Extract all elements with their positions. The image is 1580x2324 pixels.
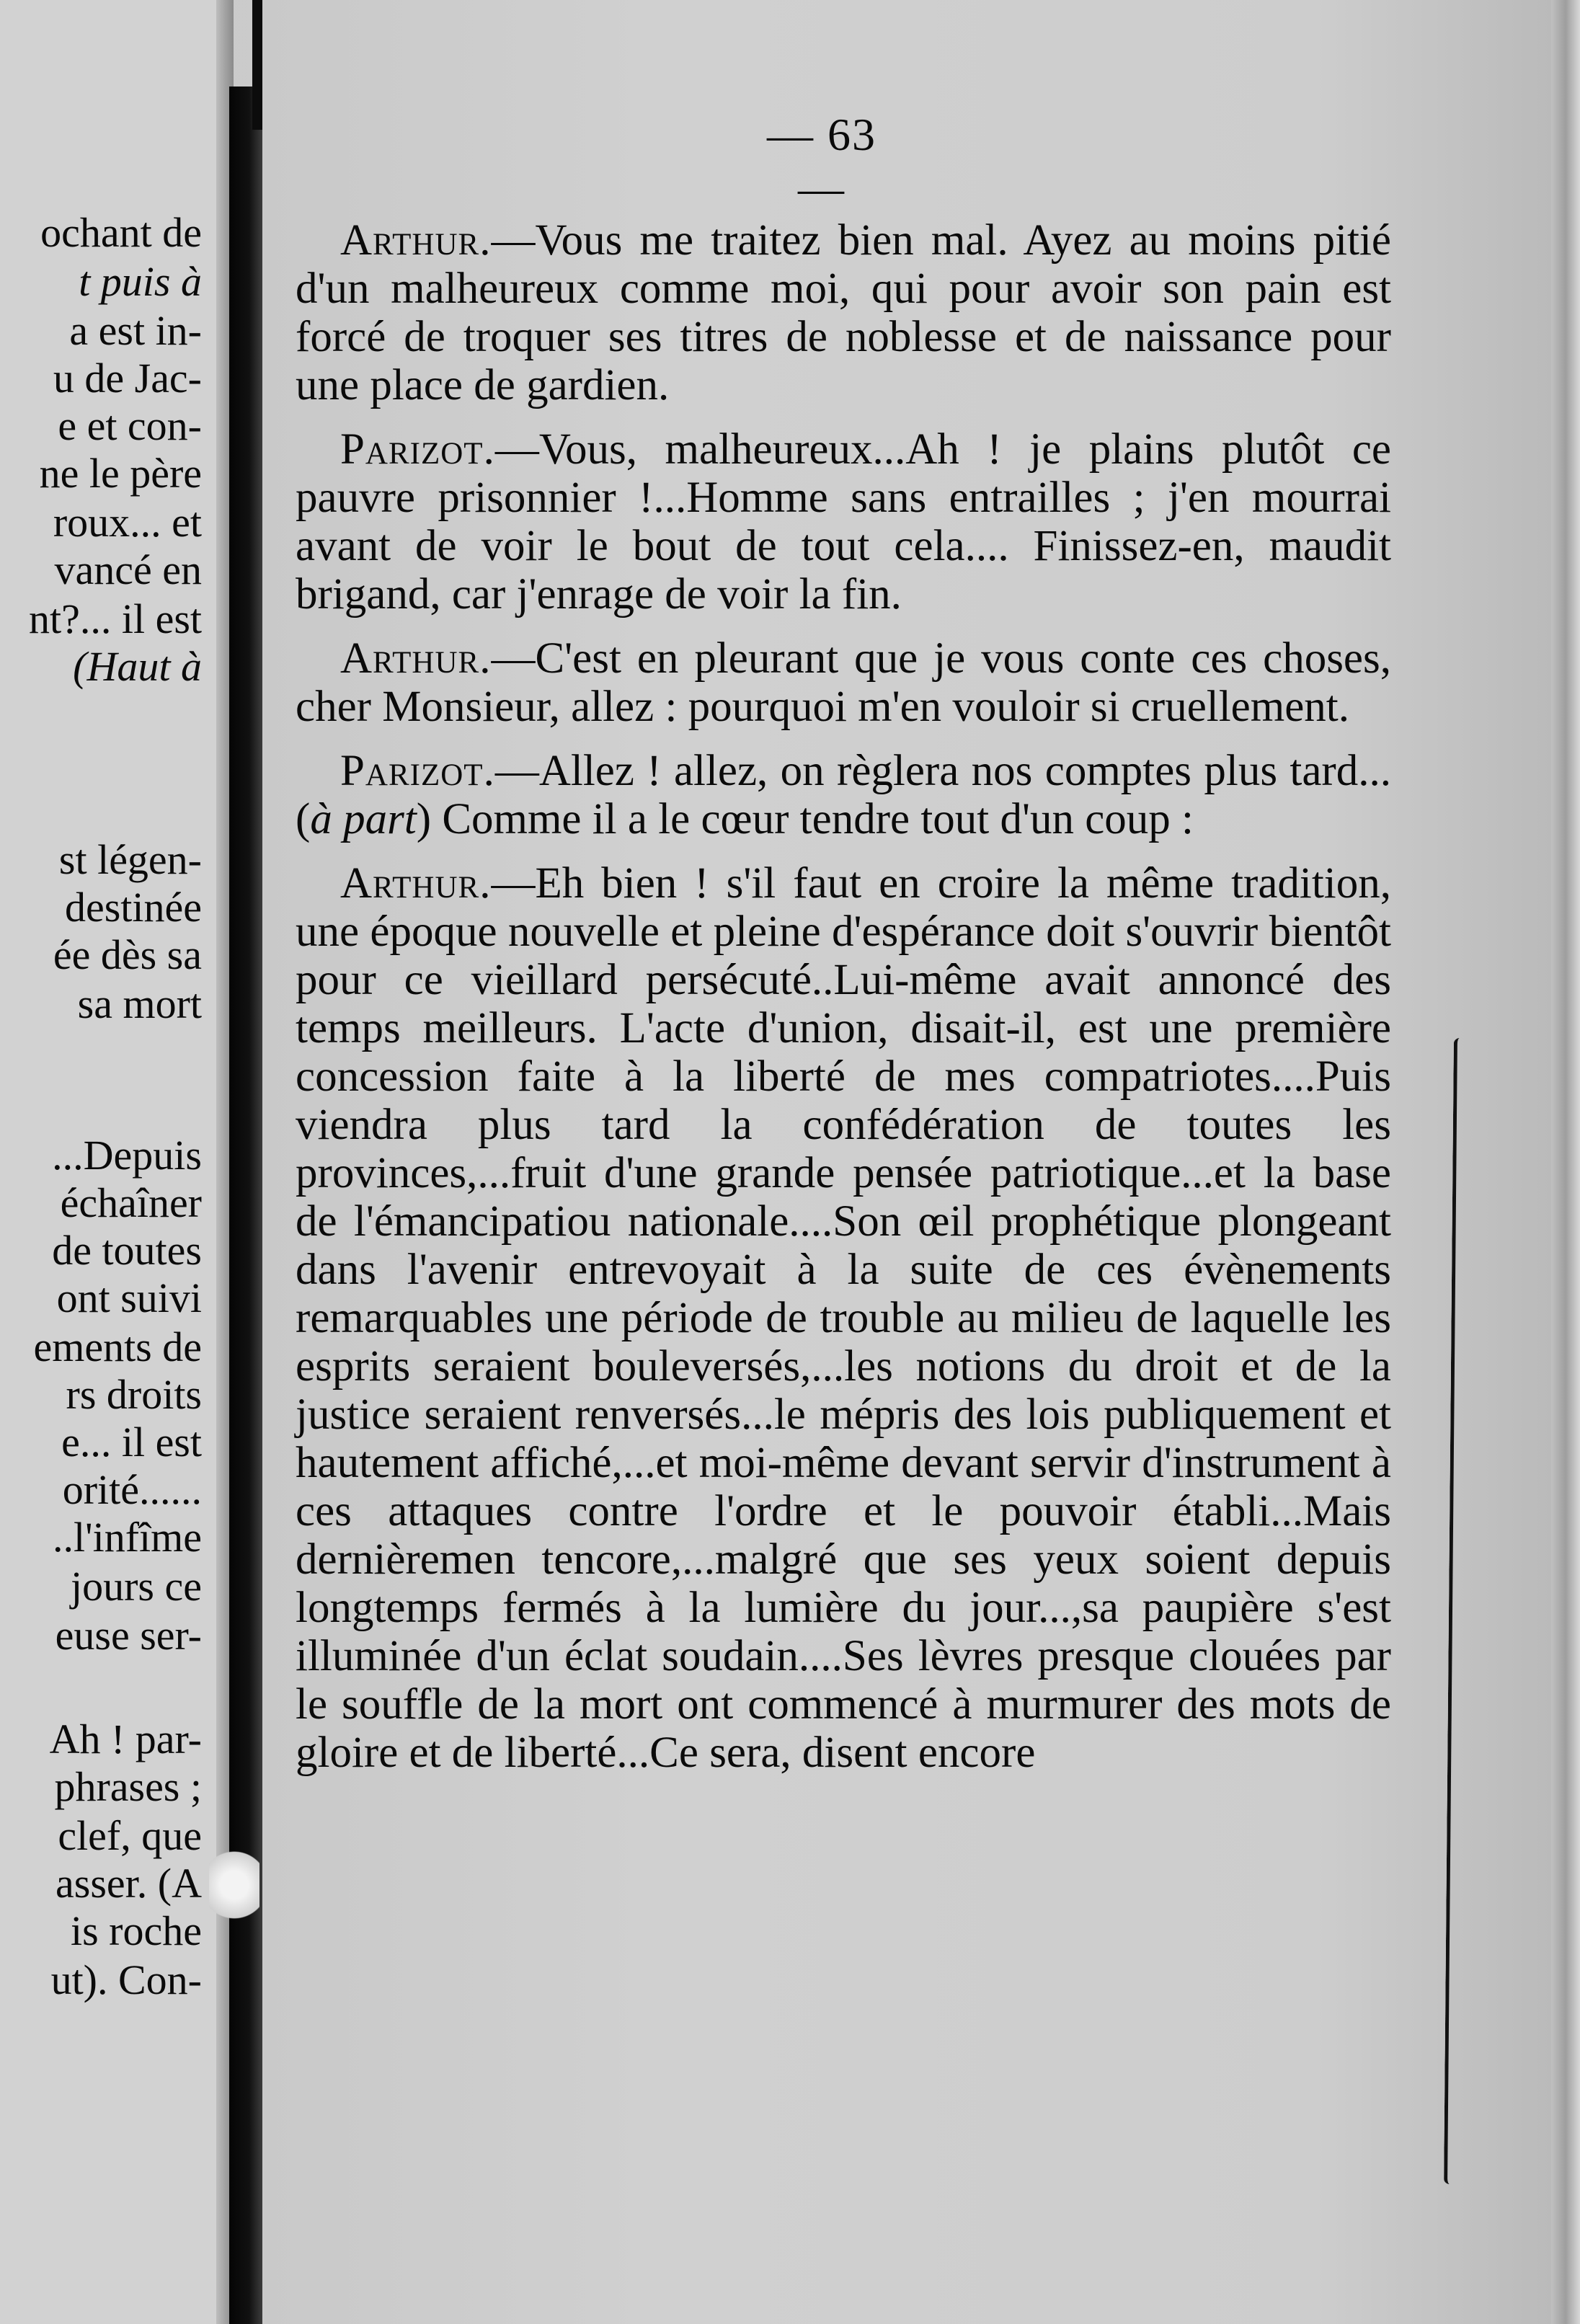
left-page-fragment: roux... et [53,499,202,546]
left-page-fragment: Ah ! par- [49,1716,202,1762]
left-page-fragment: ut). Con- [50,1956,202,2003]
left-page-fragment: ont suivi [56,1274,202,1321]
left-page-fragment: de toutes [52,1227,202,1274]
dialogue-text: —Vous me traitez bien mal. Ayez au moins pitié d'un malheureux comme moi, qui pour avoir son pain est forcé de troquer ses titres de noblesse et de naissance pour une place de gardien. [296,216,1391,409]
dialogue-text: —Vous, malheureux...Ah ! je plains plutôt ce pauvre prisonnier !...Homme sans entrailles ; j'en mourrai avant de voir le bout de tout cela.... Finissez-en, maudit brigand, car j'enrage de voir la fin. [296,425,1391,618]
left-page-fragment: u de Jac- [53,355,202,402]
left-page-fragment: e... il est [61,1419,202,1465]
dialogue-paragraph-4 [296,747,1391,843]
paper-damage-spot [209,1845,259,1925]
left-page-fragment: ochant de [40,209,202,256]
speaker-name: Parizot. [340,425,495,474]
dialogue-paragraph-2 [296,425,1391,618]
dialogue-paragraph-1 [296,216,1391,409]
speaker-name: Arthur. [340,216,492,265]
left-page-fragment: orité...... [62,1466,202,1513]
stage-direction: à part [310,795,417,843]
left-page-fragment: t puis à [79,258,202,305]
left-page-fragment: ements de [33,1323,202,1370]
left-page-fragment: (Haut à [73,643,202,690]
left-page-fragment: phrases ; [54,1763,202,1810]
left-page-fragment: asser. (A [56,1860,202,1907]
left-page-fragment: vancé en [54,546,202,593]
dialogue-text: —Allez ! allez, on règlera nos comptes plus tard...( [296,747,1391,843]
book-gutter-shadow [229,87,262,2324]
left-page-fragment: destinée [64,884,202,931]
left-page-fragment: euse ser- [55,1612,202,1659]
dialogue-paragraph-3 [296,634,1391,731]
left-page-fragment: ne le père [39,450,202,497]
left-page-fragment: échaîner [60,1179,202,1226]
left-page-fragment: a est in- [69,307,202,354]
left-page-fragment: e et con- [58,402,202,449]
dialogue-text: ) Comme il a le cœur tendre tout d'un coup : [416,795,1194,843]
speaker-name: Arthur. [340,634,492,683]
left-page-fragment: sa mort [77,980,202,1027]
left-page-fragment: ée dès sa [53,931,202,978]
dialogue-text: —C'est en pleurant que je vous conte ces choses, cher Monsieur, allez : pourquoi m'en vouloir si cruellement. [296,634,1391,731]
left-page-fragment: nt?... il est [28,595,202,642]
left-page-fragment: ..l'infîme [53,1514,202,1561]
left-page-fragment: jours ce [71,1563,202,1610]
speaker-name: Arthur. [340,859,492,908]
left-page-fragment: clef, que [58,1812,202,1859]
left-page-fragment: rs droits [66,1371,202,1418]
page-number: — 63 — [767,109,876,213]
left-page-fragment: ...Depuis [52,1132,202,1179]
left-facing-page [0,0,231,2324]
dialogue-text: —Eh bien ! s'il faut en croire la même tradition, une époque nouvelle et pleine d'espérance doit s'ouvrir bientôt pour ce vieillard persécuté..Lui-même avait annoncé des temps meilleurs. L'acte d'union, disait-il, est une première concession faite à la liberté de mes compatriotes....Puis viendra plus tard la confédération de toutes les provinces,...fruit d'une grande pensée patriotique...et la base de l'émancipatiou nationale....Son œil prophétique plongeant dans l'avenir entrevoyait à la suite de ces évènements remarquables une période de trouble au milieu de laquelle les esprits seraient bouleversés,...les notions du droit et de la justice seraient renversés...le mépris des lois publiquement et hautement affiché,...et moi-même devant servir d'instrument à ces attaques contre l'ordre et le pouvoir établi...Mais dernièremen tencore,...malgré que ses yeux soient depuis longtemps fermés à la lumière du jour...,sa paupière s'est illuminée d'un éclat soudain....Ses lèvres presque clouées par le souffle de la mort ont commencé à murmurer des mots de gloire et de liberté...Ce sera, disent encore [296,859,1391,1777]
left-page-fragment: is roche [71,1907,202,1954]
page-edge [1551,0,1580,2324]
dialogue-paragraph-5 [296,859,1391,1777]
left-page-fragment: st légen- [58,836,202,883]
speaker-name: Parizot. [340,747,495,795]
dialogue-text-block [296,216,1391,1793]
